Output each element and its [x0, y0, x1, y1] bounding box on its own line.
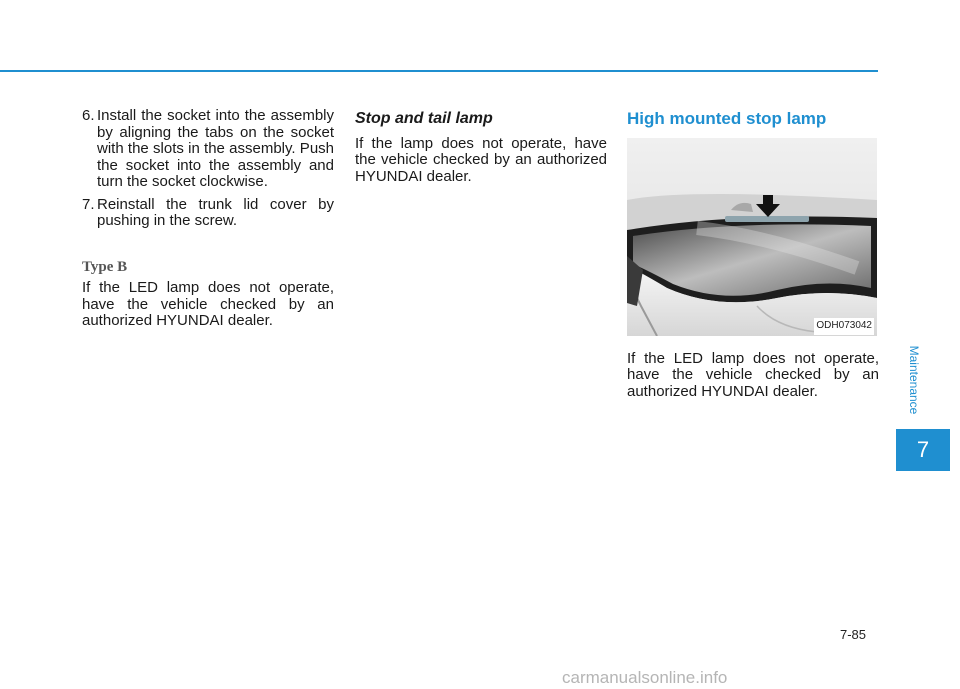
step-text: Install the socket into the assembly by aligning the tabs on the socket with the slots in the assembly. Push the socket into the assembly and turn the socket clockwise. — [97, 107, 334, 190]
step-7 — [82, 197, 334, 230]
header-rule — [0, 70, 878, 72]
step-6 — [82, 108, 334, 191]
type-b-paragraph: If the LED lamp does not operate, have the vehicle checked by an authorized HYUNDAI dealer. — [82, 279, 334, 329]
column-middle — [355, 111, 607, 185]
stop-tail-lamp-paragraph: If the lamp does not operate, have the vehicle checked by an authorized HYUNDAI dealer. — [355, 134, 607, 185]
step-text: Reinstall the trunk lid cover by pushing in the screw. — [97, 195, 334, 229]
step-number: 6. — [82, 107, 95, 124]
high-mounted-stop-lamp-heading: High mounted stop lamp — [627, 109, 827, 128]
rear-window-illustration — [627, 138, 877, 336]
high-mounted-stop-lamp-paragraph: If the LED lamp does not operate, have the vehicle checked by an authorized HYUNDAI dealer. — [627, 349, 879, 400]
watermark: carmanualsonline.info — [562, 668, 728, 687]
type-b-heading: Type B — [82, 258, 128, 275]
column-left — [82, 108, 334, 330]
car-rear-window-image — [627, 138, 877, 336]
step-number: 7. — [82, 195, 95, 213]
chapter-tab — [896, 429, 950, 471]
figure-code: ODH073042 — [814, 318, 874, 335]
page-number: 7-85 — [840, 627, 867, 642]
section-label-text: Maintenance — [907, 345, 921, 415]
stop-tail-lamp-heading: Stop and tail lamp — [355, 110, 493, 127]
column-right — [627, 111, 879, 400]
section-label — [904, 340, 924, 420]
chapter-number: 7 — [916, 437, 930, 462]
